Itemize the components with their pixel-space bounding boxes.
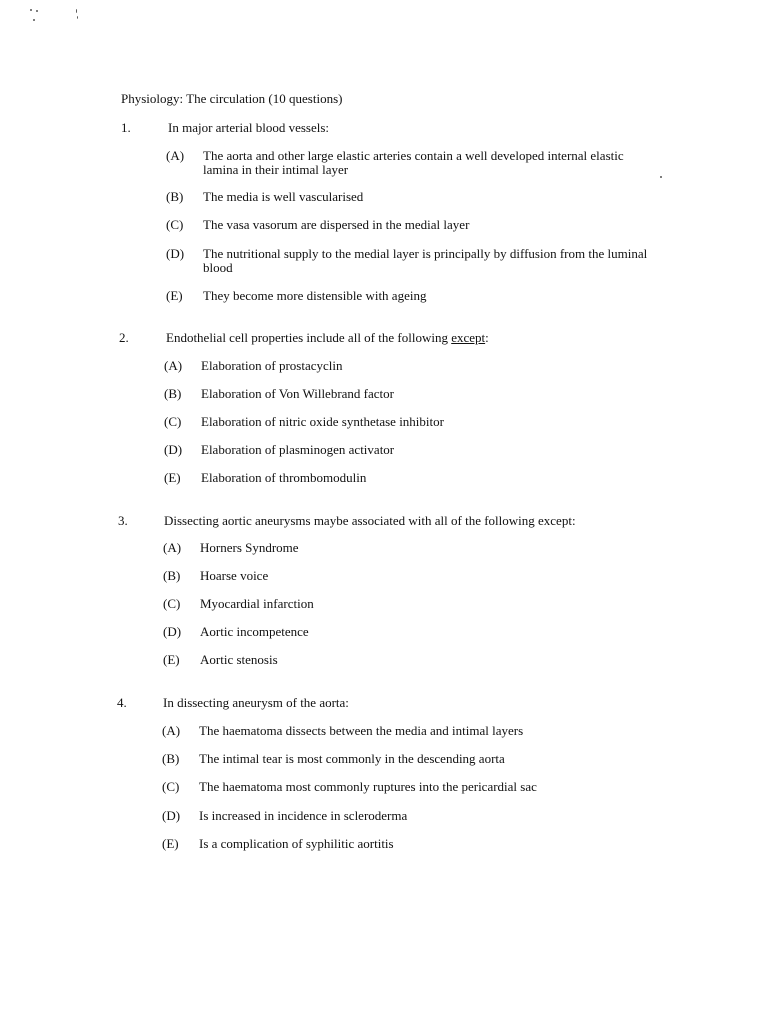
option-text: The aorta and other large elastic arteries contain a well developed internal elastic lamina in their intimal layer — [203, 148, 624, 177]
option-letter: (E) — [164, 470, 181, 485]
option-letter: (C) — [164, 414, 182, 429]
option-text: Hoarse voice — [200, 568, 269, 583]
scan-speck — [33, 19, 35, 21]
option-text: Myocardial infarction — [200, 596, 314, 611]
option-text: Aortic stenosis — [200, 652, 278, 667]
question-stem — [164, 512, 576, 529]
scan-speck — [77, 16, 78, 19]
option-text: The media is well vascularised — [203, 189, 364, 204]
option-letter: (E) — [162, 836, 179, 851]
option-letter: (D) — [166, 246, 185, 261]
question-stem-emphasis: except — [451, 330, 486, 345]
page-title: Physiology: The circulation (10 questions) — [121, 91, 343, 106]
scan-speck — [76, 9, 77, 13]
option-text: The nutritional supply to the medial layer is principally by diffusion from the luminal blood — [203, 246, 648, 275]
option-letter: (E) — [166, 288, 183, 303]
option-text: Is increased in incidence in scleroderma — [199, 808, 408, 823]
option-text: The intimal tear is most commonly in the descending aorta — [199, 751, 505, 766]
question-stem-suffix: : — [485, 330, 489, 345]
option-text: Elaboration of nitric oxide synthetase inhibitor — [201, 414, 444, 429]
option-letter: (D) — [163, 624, 182, 639]
option-letter: (A) — [166, 148, 185, 163]
option-text: Elaboration of plasminogen activator — [201, 442, 395, 457]
option-text: Elaboration of prostacyclin — [201, 358, 343, 373]
option-letter: (D) — [164, 442, 183, 457]
question-stem — [166, 329, 489, 346]
question-stem-text: Dissecting aortic aneurysms maybe associated with all of the following except: — [164, 513, 576, 528]
question-number: 1. — [121, 120, 131, 135]
option-letter: (A) — [164, 358, 183, 373]
question-stem — [163, 694, 349, 711]
question-stem-text: In dissecting aneurysm of the aorta: — [163, 695, 349, 710]
option-letter: (B) — [163, 568, 181, 583]
option-letter: (C) — [162, 779, 180, 794]
option-text: Elaboration of thrombomodulin — [201, 470, 367, 485]
option-letter: (A) — [162, 723, 181, 738]
option-letter: (B) — [162, 751, 180, 766]
option-letter: (A) — [163, 540, 182, 555]
question-number: 2. — [119, 330, 129, 345]
option-letter: (D) — [162, 808, 181, 823]
question-stem-text: Endothelial cell properties include all of the following — [166, 330, 452, 345]
option-letter: (C) — [163, 596, 181, 611]
question-number: 4. — [117, 695, 127, 710]
option-letter: (B) — [166, 189, 184, 204]
option-letter: (B) — [164, 386, 182, 401]
option-text: Is a complication of syphilitic aortitis — [199, 836, 394, 851]
option-text: Elaboration of Von Willebrand factor — [201, 386, 394, 401]
option-letter: (E) — [163, 652, 180, 667]
option-text: Aortic incompetence — [200, 624, 309, 639]
question-number: 3. — [118, 513, 128, 528]
option-text: The vasa vasorum are dispersed in the medial layer — [203, 217, 470, 232]
scan-speck — [36, 10, 38, 12]
option-text: Horners Syndrome — [200, 540, 299, 555]
question-stem — [168, 119, 329, 136]
option-text: They become more distensible with ageing — [203, 288, 427, 303]
option-letter: (C) — [166, 217, 184, 232]
scan-speck — [30, 9, 32, 11]
scan-speck — [660, 176, 662, 178]
question-stem-text: In major arterial blood vessels: — [168, 120, 330, 135]
option-text: The haematoma most commonly ruptures into the pericardial sac — [199, 779, 537, 794]
option-text: The haematoma dissects between the media and intimal layers — [199, 723, 524, 738]
